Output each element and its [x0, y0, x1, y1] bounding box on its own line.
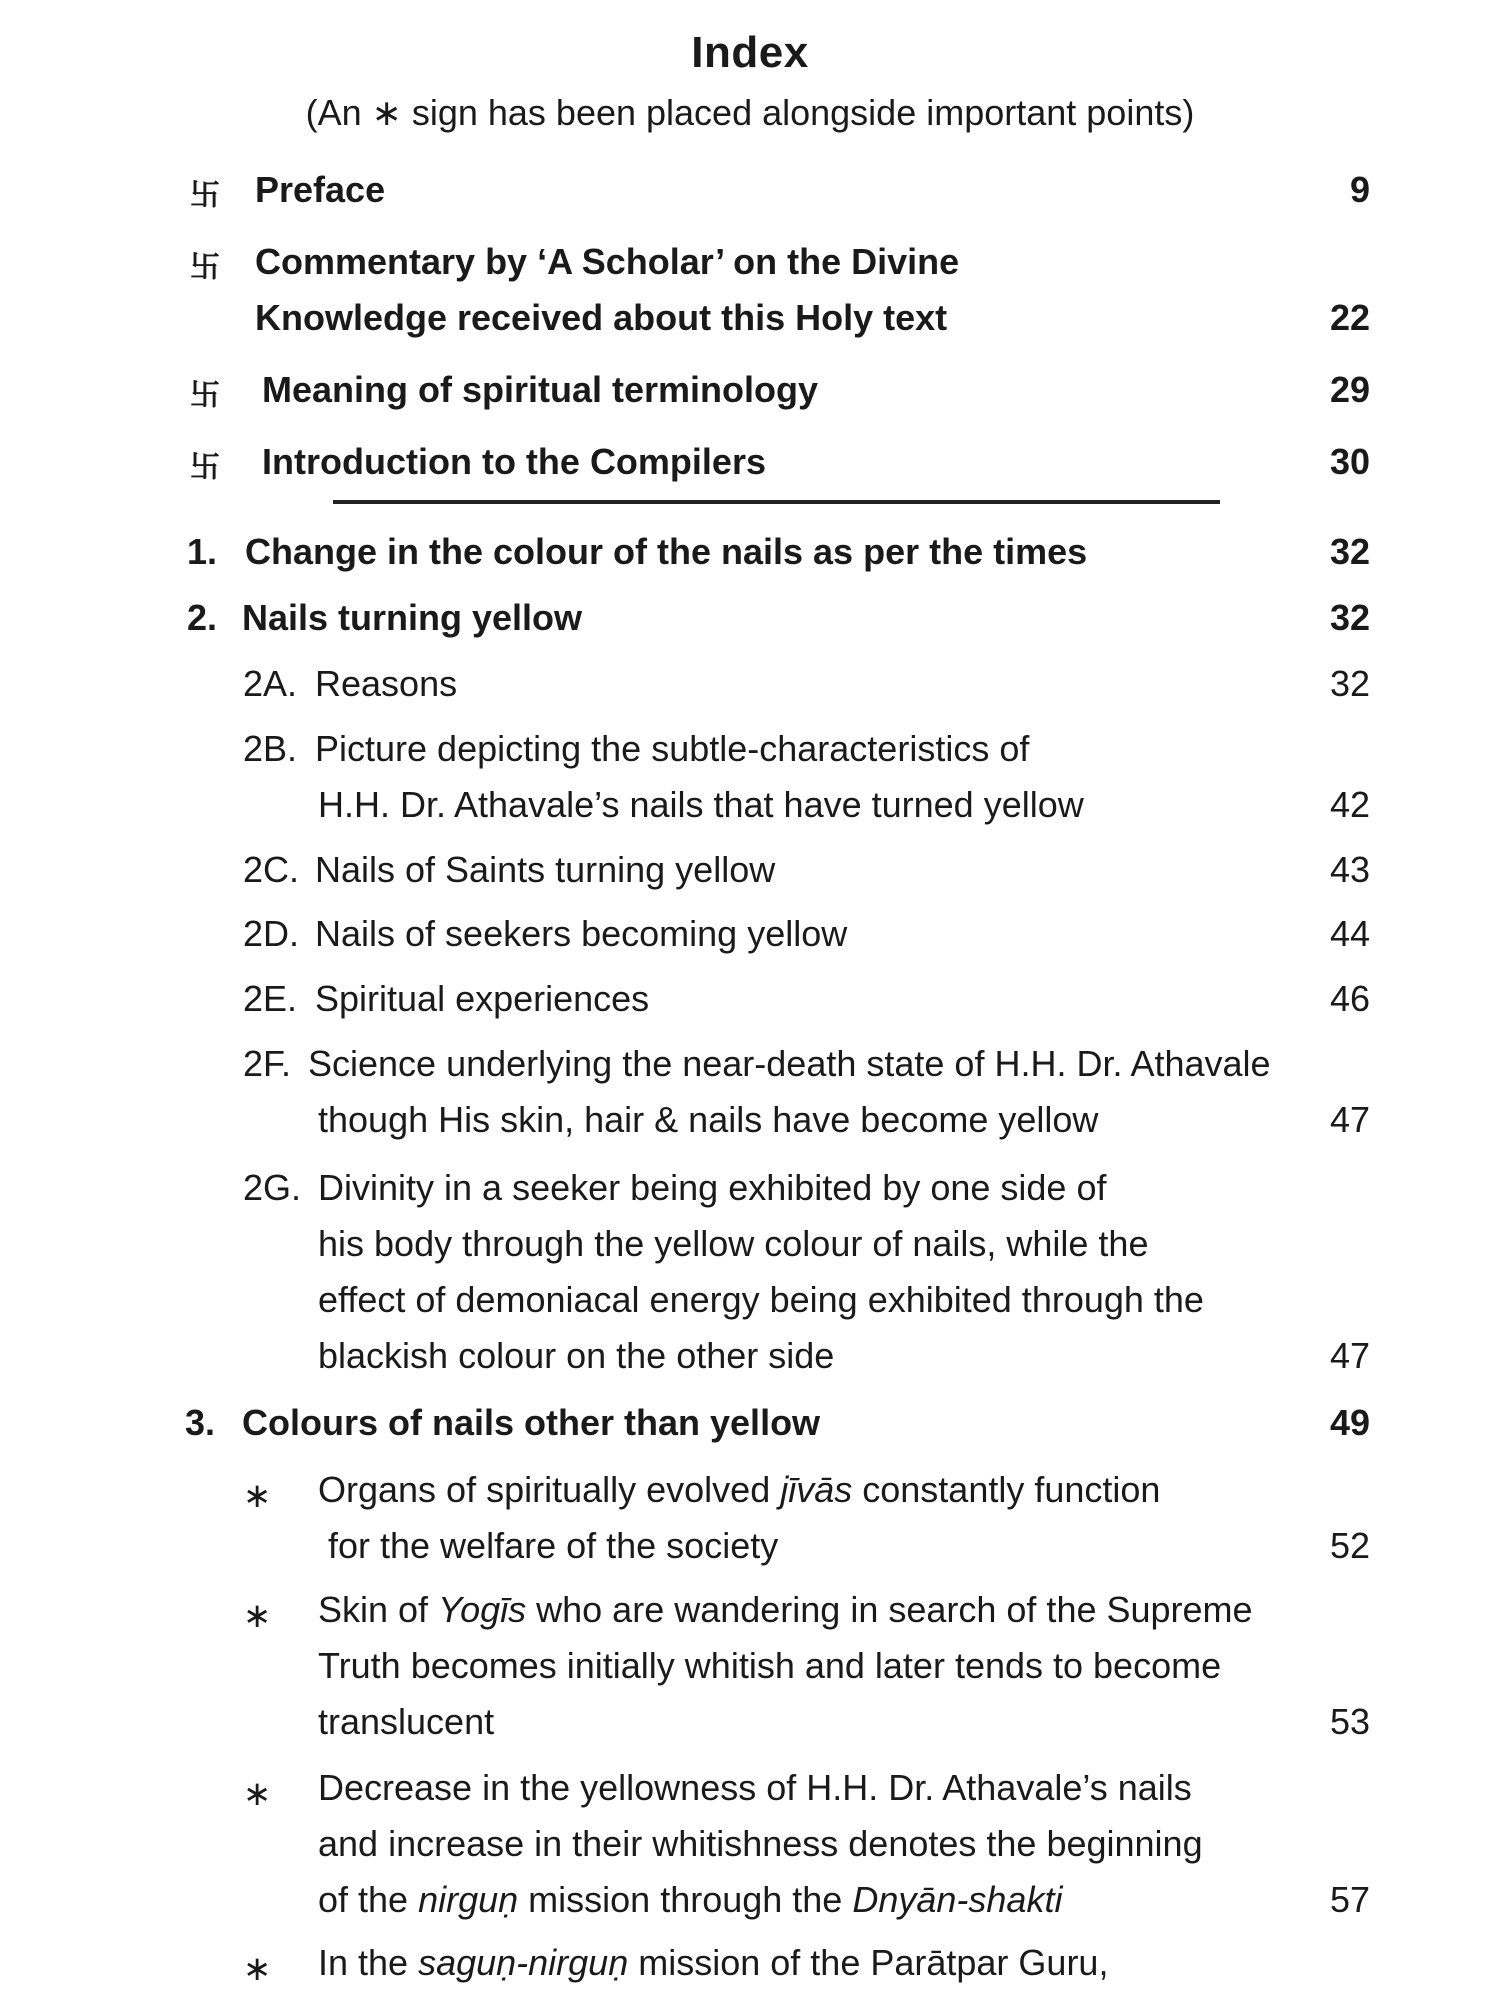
subsection-title: Nails of Saints turning yellow — [315, 849, 776, 890]
point-text-line: Organs of spiritually evolved jīvās constantly function — [318, 1469, 1161, 1510]
point-page-number: 57 — [1329, 1879, 1370, 1920]
point-text-line: Skin of Yogīs who are wandering in search of the Supreme — [318, 1589, 1253, 1630]
point-page-number: 53 — [1329, 1701, 1370, 1742]
entry-page-number: 29 — [1329, 369, 1370, 410]
chapter-number: 3. — [185, 1402, 216, 1443]
point-text-line: In the saguṇ-nirguṇ mission of the Parātpar Guru, — [318, 1942, 1109, 1983]
point-text-line: Decrease in the yellowness of H.H. Dr. Athavale’s nails — [318, 1767, 1192, 1808]
subsection-title: blackish colour on the other side — [318, 1335, 835, 1376]
subsection-title: Spiritual experiences — [315, 978, 650, 1019]
subsection-number: 2G. — [243, 1167, 302, 1208]
chapter-title: Colours of nails other than yellow — [242, 1402, 821, 1443]
subsection-title: Reasons — [315, 663, 458, 704]
subsection-number: 2B. — [243, 728, 298, 769]
entry-text: Introduction to the Compilers — [262, 441, 766, 482]
chapter-page-number: 49 — [1329, 1402, 1370, 1443]
subsection-number: 2A. — [243, 663, 298, 704]
swastika-symbol-icon: 卐 — [190, 379, 220, 412]
point-text-line: of the nirguṇ mission through the Dnyān-shakti — [318, 1879, 1063, 1920]
swastika-symbol-icon: 卐 — [190, 179, 220, 212]
point-text-line: for the welfare of the society — [328, 1525, 779, 1566]
entry-page-number: 30 — [1329, 441, 1370, 482]
point-text-line: and increase in their whitishness denotes the beginning — [318, 1823, 1203, 1864]
chapter-title: Change in the colour of the nails as per the times — [245, 531, 1088, 572]
point-page-number: 52 — [1329, 1525, 1370, 1566]
subsection-title: Picture depicting the subtle-characteristics of — [315, 728, 1030, 769]
chapter-page-number: 32 — [1329, 597, 1370, 638]
subsection-page-number: 47 — [1329, 1335, 1370, 1376]
subsection-title: Divinity in a seeker being exhibited by one side of — [318, 1167, 1107, 1208]
subsection-title: Science underlying the near-death state of H.H. Dr. Athavale — [308, 1043, 1271, 1084]
subsection-number: 2D. — [243, 913, 300, 954]
page-title: Index — [691, 28, 809, 77]
subsection-page-number: 42 — [1329, 784, 1370, 825]
asterisk-marker-icon: ∗ — [243, 1950, 272, 1988]
subsection-number: 2C. — [243, 849, 300, 890]
entry-text: Preface — [255, 169, 386, 210]
subsection-title: H.H. Dr. Athavale’s nails that have turned yellow — [318, 784, 1084, 825]
point-text-line: translucent — [318, 1701, 495, 1742]
asterisk-marker-icon: ∗ — [243, 1775, 272, 1813]
subsection-page-number: 32 — [1329, 663, 1370, 704]
subsection-page-number: 46 — [1329, 978, 1370, 1019]
subsection-page-number: 43 — [1329, 849, 1370, 890]
chapter-page-number: 32 — [1329, 531, 1370, 572]
swastika-symbol-icon: 卐 — [190, 251, 220, 284]
subsection-title: though His skin, hair & nails have become yellow — [318, 1099, 1099, 1140]
subsection-title: Nails of seekers becoming yellow — [315, 913, 848, 954]
subsection-number: 2E. — [243, 978, 298, 1019]
chapter-number: 1. — [187, 531, 218, 572]
subsection-page-number: 44 — [1329, 913, 1370, 954]
entry-text: Knowledge received about this Holy text — [255, 297, 948, 338]
entry-page-number: 9 — [1349, 169, 1370, 210]
asterisk-marker-icon: ∗ — [243, 1597, 272, 1635]
swastika-symbol-icon: 卐 — [190, 451, 220, 484]
subsection-number: 2F. — [243, 1043, 292, 1084]
chapter-number: 2. — [187, 597, 218, 638]
entry-text: Commentary by ‘A Scholar’ on the Divine — [255, 241, 960, 282]
subsection-title: effect of demoniacal energy being exhibited through the — [318, 1279, 1204, 1320]
subsection-page-number: 47 — [1329, 1099, 1370, 1140]
page-subtitle: (An ∗ sign has been placed alongside important points) — [305, 92, 1195, 133]
entry-page-number: 22 — [1329, 297, 1370, 338]
asterisk-marker-icon: ∗ — [243, 1477, 272, 1515]
chapter-title: Nails turning yellow — [242, 597, 583, 638]
point-text-line: Truth becomes initially whitish and later tends to become — [318, 1645, 1222, 1686]
section-divider — [333, 500, 1220, 504]
entry-text: Meaning of spiritual terminology — [262, 369, 819, 410]
subsection-title: his body through the yellow colour of nails, while the — [318, 1223, 1149, 1264]
